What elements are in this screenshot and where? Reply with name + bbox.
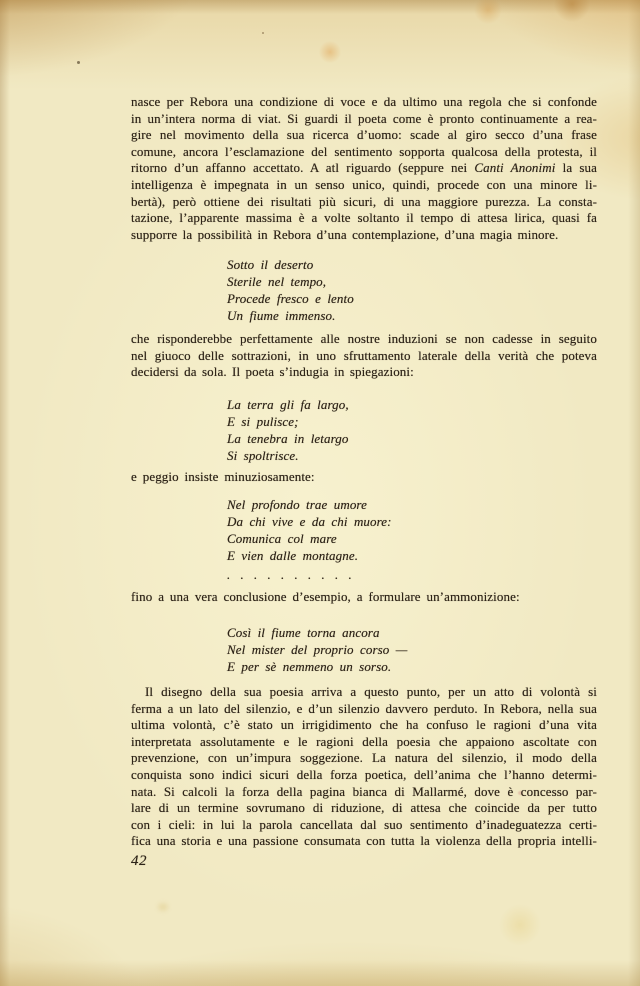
paragraph-commentary-1 xyxy=(131,331,597,381)
text-line: Il disegno della sua poesia arriva a questo punto, per un atto di volontà si xyxy=(145,684,597,699)
page-number: 42 xyxy=(131,853,147,869)
verse-line: La terra gli fa largo, xyxy=(227,397,349,412)
text-line: con i cieli: in lui la parola cancellata dal suo sentimento d’inadeguatezza certi- xyxy=(131,816,597,832)
text-line: supporre la possibilità in Rebora d’una contemplazione, d’una magia minore. xyxy=(131,226,559,242)
paper-stain-spot xyxy=(158,903,168,911)
text-line: nasce per Rebora una condizione di voce e da ultimo una regola che si confonde xyxy=(131,94,597,109)
text-segment: la sua xyxy=(562,160,598,176)
verse-line: Nel profondo trae umore xyxy=(227,497,367,512)
verse-line: Sotto il deserto xyxy=(227,257,314,272)
text-line: bertà), però ottiene dei risultati più sicuri, di una maggiore purezza. La consta- xyxy=(131,193,597,209)
verse-line: E vien dalle montagne. xyxy=(227,548,359,563)
poem-stanza-4 xyxy=(227,624,607,675)
paragraph-opening xyxy=(131,94,597,243)
verse-line: Da chi vive e da chi muore: xyxy=(227,514,392,529)
poem-stanza-2 xyxy=(227,396,607,464)
verse-line: Nel mister del proprio corso — xyxy=(227,642,408,657)
verse-line: E per sè nemmeno un sorso. xyxy=(227,659,392,674)
paragraph-commentary-2 xyxy=(131,469,597,486)
verse-line: Sterile nel tempo, xyxy=(227,274,327,289)
text-line: fino a una vera conclusione d’esempio, a formulare un’ammonizione: xyxy=(131,589,520,604)
text-segment: ritorno d’un affanno accettato. A atl riguardo (seppure nei xyxy=(131,160,468,176)
paragraph-commentary-3 xyxy=(131,589,597,606)
verse-line: E si pulisce; xyxy=(227,414,299,429)
poem-stanza-1 xyxy=(227,256,607,324)
text-line: ferma a un lato del silenzio, e d’un silenzio davvero perduto. In Rebora, nella sua xyxy=(131,700,597,716)
text-line: fica una storia e una passione consumata con tutta la violenza della propria intelli- xyxy=(131,833,597,849)
text-line: in un’intera norma di viat. Si guardi il poeta come è pronto continuamente a rea- xyxy=(131,110,597,126)
text-line: prevenzione, con un’impura soggezione. La natura del silenzio, il modo della xyxy=(131,750,597,766)
verse-line: Un fiume immenso. xyxy=(227,308,336,323)
text-line: ultima volontà, c’è stato un irrigidimento che ha confuso le ragioni d’una vita xyxy=(131,717,597,733)
text-line: decidersi da sola. Il poeta s’indugia in spiegazioni: xyxy=(131,364,414,380)
paper-speck xyxy=(262,32,264,34)
verse-line: La tenebra in letargo xyxy=(227,431,349,446)
paper-speck xyxy=(77,61,80,64)
text-line: lare di un termine sovrumano di riduzione, di attesa che coincide da per tutto xyxy=(131,800,597,816)
ellipsis-dots-line: . . . . . . . . . . xyxy=(227,567,352,582)
text-line: nata. Si calcoli la forza della pagina bianca di Mallarmé, dove è concesso par- xyxy=(131,783,597,799)
text-line: tazione, l’apparente massima è a volte soltanto il tempo di attesa lirica, quasi fa xyxy=(131,210,597,226)
text-line: comune, ancora l’esclamazione del sentimento sopporta qualcosa della protesta, il xyxy=(131,143,597,159)
text-line xyxy=(131,160,597,177)
text-line: conquista sono indici sicuri della forza poetica, dell’anima che l’hanno determi- xyxy=(131,766,597,782)
verse-line: Comunica col mare xyxy=(227,531,337,546)
text-line: e peggio insiste minuziosamente: xyxy=(131,469,315,484)
cited-work-title: Canti Anonimi xyxy=(474,160,556,176)
verse-line: Si spoltrisce. xyxy=(227,448,299,463)
text-line: intelligenza è impegnata in un senso unico, quindi, procede con una minore li- xyxy=(131,176,597,192)
poem-stanza-3 xyxy=(227,496,607,583)
text-line: interpretata assolutamente e le ragioni della poesia che appaiono ascoltate con xyxy=(131,733,597,749)
text-line: nel giuoco delle sottrazioni, in uno sfruttamento laterale della verità che poteva xyxy=(131,347,597,363)
verse-line: Così il fiume torna ancora xyxy=(227,625,380,640)
verse-line: Procede fresco e lento xyxy=(227,291,354,306)
text-line: gire nel movimento della sua ricerca d’uomo: scade al giro secco d’una frase xyxy=(131,127,597,143)
paragraph-closing xyxy=(131,684,597,850)
text-line: che risponderebbe perfettamente alle nostre induzioni se non cadesse in seguito xyxy=(131,331,597,346)
